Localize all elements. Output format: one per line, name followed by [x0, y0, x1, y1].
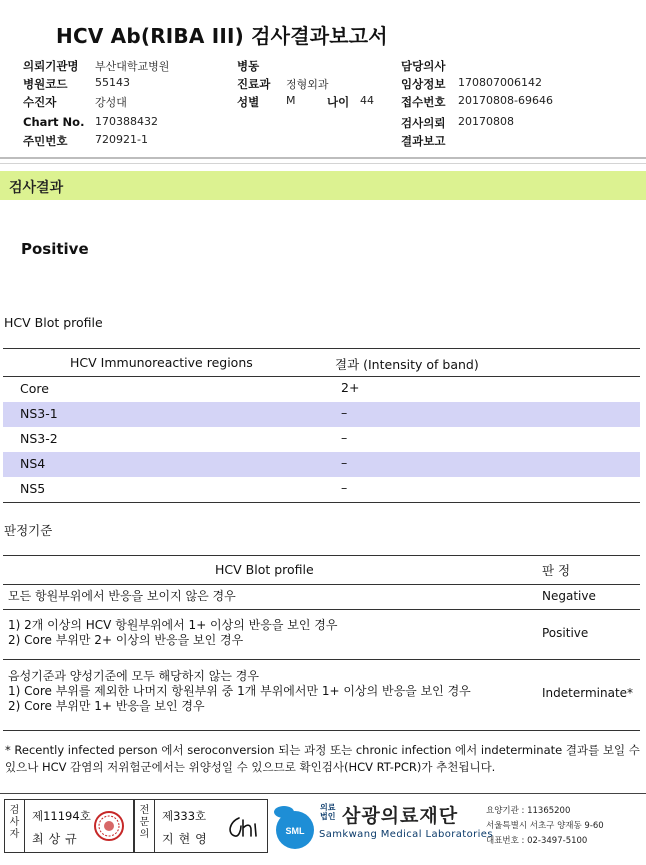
specialist-number: 제333호: [162, 809, 207, 823]
hospital-value: 부산대학교병원: [95, 60, 170, 73]
section-title: 검사결과: [9, 180, 64, 196]
criteria-title: 판정기준: [4, 523, 53, 538]
id-label: 주민번호: [23, 134, 68, 148]
criteria-line: 1) 2개 이상의 HCV 항원부위에서 1+ 이상의 반응을 보인 경우: [8, 618, 338, 632]
region-value: –: [341, 455, 348, 470]
institution-code: 요양기관 : 11365200: [486, 806, 571, 816]
report-label: 결과보고: [401, 134, 446, 148]
region-name: NS4: [20, 456, 46, 471]
region-value: 2+: [341, 380, 360, 395]
table-row: [3, 452, 640, 477]
doctor-label: 담당의사: [401, 59, 446, 73]
table-row: [3, 377, 640, 402]
section-header: [0, 171, 646, 200]
region-name: NS3-2: [20, 431, 58, 446]
patient-label: 수진자: [23, 95, 57, 109]
criteria-table-header: [3, 556, 640, 585]
specialist-label: 전문의: [135, 800, 155, 852]
header-regions: HCV Immunoreactive regions: [70, 355, 253, 370]
table-row: [3, 477, 640, 502]
blot-table: [3, 348, 640, 503]
clinical-label: 임상정보: [401, 77, 446, 91]
hosp-code-value: 55143: [95, 76, 130, 89]
footer-divider: [0, 793, 646, 794]
criteria-line: 1) Core 부위를 제외한 나머지 항원부위 중 1개 부위에서만 1+ 이상의 반응을 보인 경우: [8, 684, 471, 698]
blot-profile-title: HCV Blot profile: [4, 315, 103, 330]
examiner-name: 최상규: [32, 832, 82, 846]
header-judgement: 판 정: [542, 563, 571, 578]
table-row: [3, 610, 640, 660]
table-row: [3, 660, 640, 730]
region-name: Core: [20, 381, 49, 396]
region-value: –: [341, 405, 348, 420]
header-divider: [0, 157, 646, 159]
chart-label: Chart No.: [23, 115, 85, 129]
receipt-label: 접수번호: [401, 95, 446, 109]
criteria-line: 음성기준과 양성기준에 모두 해당하지 않는 경우: [8, 669, 259, 683]
hosp-code-label: 병원코드: [23, 77, 68, 91]
address: 서울특별시 서초구 양재동 9-60: [486, 821, 604, 831]
age-label: 나이: [327, 95, 350, 109]
examiner-number: 제11194호: [32, 809, 91, 823]
receipt-value: 20170808-69646: [458, 94, 553, 107]
specialist-signature: [134, 799, 268, 853]
sml-logo-icon: [272, 805, 318, 851]
patient-value: 강성대: [95, 96, 127, 109]
region-name: NS3-1: [20, 406, 58, 421]
region-value: –: [341, 480, 348, 495]
header-profile: HCV Blot profile: [215, 562, 314, 577]
criteria-table: [3, 555, 640, 731]
criteria-line: 2) Core 부위만 2+ 이상의 반응을 보인 경우: [8, 633, 244, 647]
examiner-label: 검사자: [5, 800, 25, 852]
ward-label: 병동: [237, 59, 260, 73]
sex-label: 성별: [237, 95, 260, 109]
hospital-label: 의뢰기관명: [23, 59, 79, 73]
official-seal-icon: [93, 810, 125, 842]
id-value: 720921-1: [95, 133, 148, 146]
region-value: –: [341, 430, 348, 445]
report-title: HCV Ab(RIBA III) 검사결과보고서: [56, 24, 388, 48]
test-result: Positive: [21, 240, 89, 258]
logo-name: 삼광의료재단: [342, 805, 459, 827]
criteria-line: 모든 항원부위에서 반응을 보이지 않은 경우: [8, 589, 236, 603]
dept-label: 진료과: [237, 77, 271, 91]
header-divider-thin: [0, 163, 646, 164]
table-row: [3, 585, 640, 610]
request-value: 20170808: [458, 115, 514, 128]
logo-english: Samkwang Medical Laboratories: [319, 829, 493, 840]
specialist-name: 지현영: [162, 832, 212, 846]
chart-value: 170388432: [95, 115, 158, 128]
handwritten-signature-icon: [225, 814, 261, 840]
dept-value: 정형외과: [286, 78, 329, 91]
footnote: * Recently infected person 에서 seroconversion 되는 과정 또는 chronic infection 에서 indeterminate 결과를 보일 수 있으나 HCV 감염의 저위험군에서는 위양성일 수 있으므로 확인검사(HCV RT-PCR)가 추천됩니다.: [5, 743, 640, 774]
criteria-judge: Indeterminate*: [542, 686, 634, 700]
table-row: [3, 402, 640, 427]
criteria-judge: Positive: [542, 626, 589, 640]
age-value: 44: [360, 94, 374, 107]
sex-value: M: [286, 94, 296, 107]
table-row: [3, 427, 640, 452]
blot-table-header: [3, 349, 640, 377]
phone: 대표번호 : 02-3497-5100: [486, 836, 588, 846]
region-name: NS5: [20, 481, 46, 496]
examiner-signature: [4, 799, 134, 853]
request-label: 검사의뢰: [401, 116, 446, 130]
logo-badge: SML: [285, 826, 305, 836]
logo-prefix: 의료법인: [320, 803, 336, 821]
header-intensity: 결과 (Intensity of band): [335, 357, 479, 372]
criteria-judge: Negative: [542, 589, 596, 603]
criteria-line: 2) Core 부위만 1+ 반응을 보인 경우: [8, 699, 205, 713]
clinical-value: 170807006142: [458, 76, 542, 89]
